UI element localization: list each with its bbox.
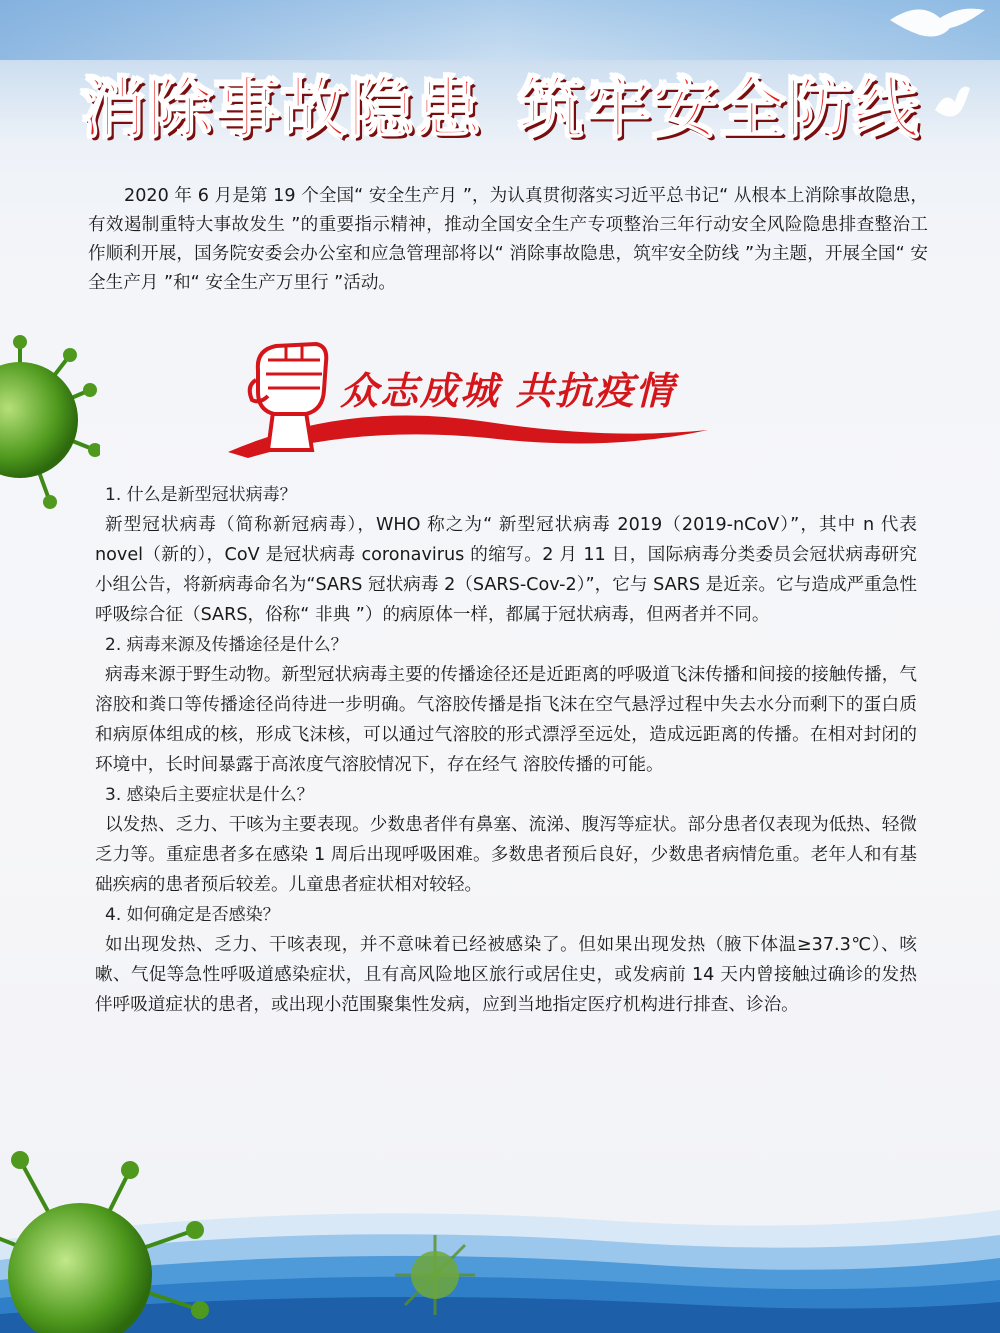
title-right: 筑牢安全防线 <box>518 70 920 147</box>
faq-item <box>95 900 917 1020</box>
sky-background <box>0 0 1000 60</box>
faq-answer: 以发热、乏力、干咳为主要表现。少数患者伴有鼻塞、流涕、腹泻等症状。部分患者仅表现为低热、轻微乏力等。重症患者多在感染 1 周后出现呼吸困难。多数患者预后良好，少数患者病情危重。老年人和有基础疾病的患者预后较差。儿童患者症状相对较轻。 <box>95 815 917 895</box>
faq-item <box>95 480 917 630</box>
faq-question: 1. 什么是新型冠状病毒？ <box>105 485 297 505</box>
faq-item <box>95 780 917 900</box>
intro-paragraph: 2020 年 6 月是第 19 个全国“ 安全生产月 ”，为认真贯彻落实习近平总书记“ 从根本上消除事故隐患，有效遏制重特大事故发生 ”的重要指示精神，推动全国安全生产专项整治三年行动安全风险隐患排查整治工作顺利开展，国务院安委会办公室和应急管理部将以“ 消除事故隐患，筑牢安全防线 ”为主题，开展全国“ 安全生产月 ”和“ 安全生产万里行 ”活动。 <box>88 186 928 293</box>
faq-answer: 病毒来源于野生动物。新型冠状病毒主要的传播途径还是近距离的呼吸道飞沫传播和间接的接触传播，气溶胶和粪口等传播途径尚待进一步明确。气溶胶传播是指飞沫在空气悬浮过程中失去水分而剩下的蛋白质和病原体组成的核，形成飞沫核，可以通过气溶胶的形式漂浮至远处，造成远距离的传播。在相对封闭的环境中，长时间暴露于高浓度气溶胶情况下，存在经气 溶胶传播的可能。 <box>95 665 917 775</box>
virus-icon <box>0 330 100 510</box>
title-left: 消除事故隐患 <box>80 70 482 147</box>
faq-question: 2. 病毒来源及传播途径是什么？ <box>105 635 348 655</box>
faq-section <box>95 480 917 1020</box>
slogan: 众志成城 共抗疫情 <box>340 368 676 413</box>
virus-icon <box>390 1230 480 1320</box>
faq-question: 4. 如何确定是否感染？ <box>105 905 280 925</box>
faq-answer: 如出现发热、乏力、干咳表现，并不意味着已经被感染了。但如果出现发热（腋下体温≥37.3℃）、咳嗽、气促等急性呼吸道感染症状，且有高风险地区旅行或居住史，或发病前 14 天内曾接触过确诊的发热伴呼吸道症状的患者，或出现小范围聚集性发病，应到当地指定医疗机构进行排查、诊治。 <box>95 935 917 1015</box>
virus-cluster-icon <box>0 1140 260 1333</box>
dove-icon <box>880 0 990 50</box>
faq-item <box>95 630 917 780</box>
faq-question: 3. 感染后主要症状是什么？ <box>105 785 314 805</box>
faq-answer: 新型冠状病毒（简称新冠病毒），WHO 称之为“ 新型冠状病毒 2019（2019-nCoV）”，其中 n 代表 novel（新的），CoV 是冠状病毒 coronavirus 的缩写。2 月 11 日，国际病毒分类委员会冠状病毒研究小组公告，将新病毒命名为“SARS 冠状病毒 2（SARS-Cov-2）”，它与 SARS 是近亲。它与造成严重急性呼吸综合征（SARS，俗称“ 非典 ”）的病原体一样，都属于冠状病毒，但两者并不同。 <box>95 515 917 625</box>
poster-title <box>0 55 1000 150</box>
